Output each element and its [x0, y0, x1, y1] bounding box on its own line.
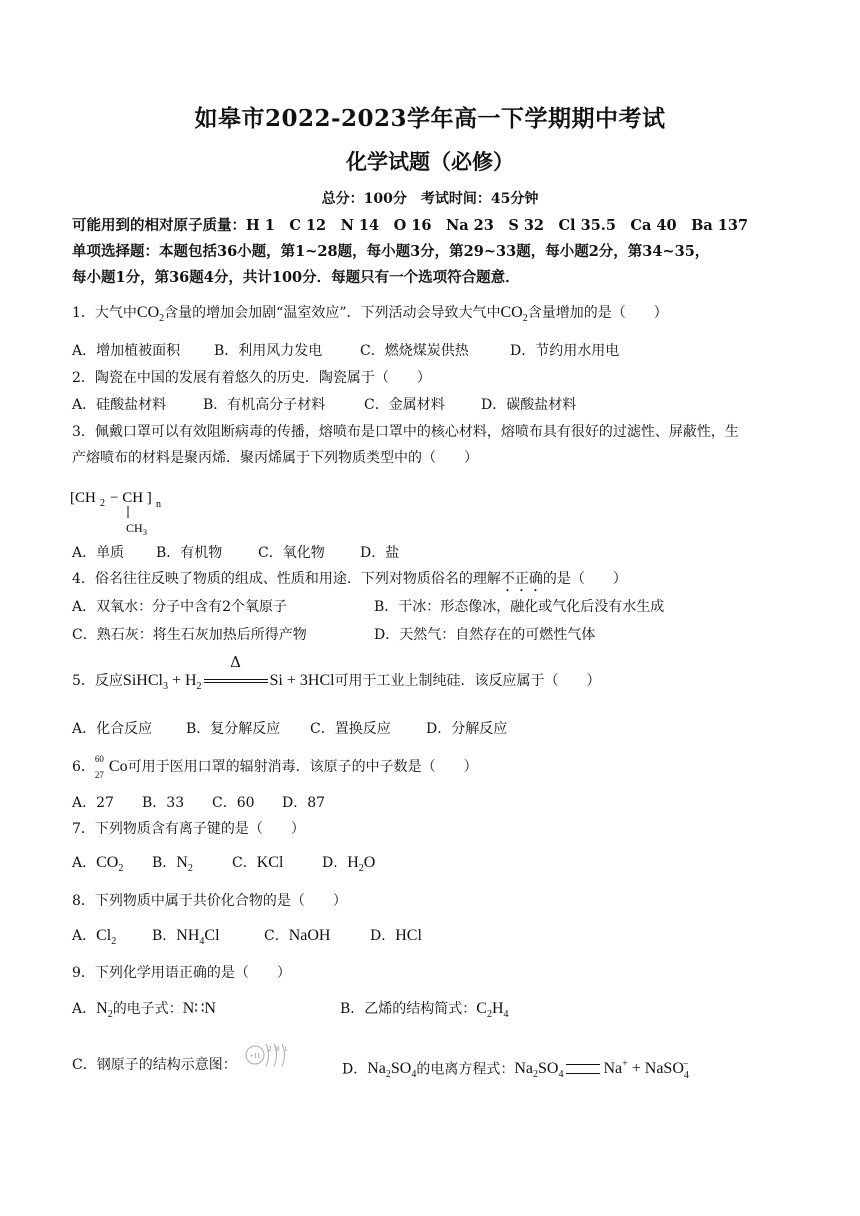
- question-3-stem-2: 产熔喷布的材料是聚丙烯．聚丙烯属于下列物质类型中的（ ）: [72, 450, 478, 466]
- svg-text:+11: +11: [249, 1052, 261, 1060]
- q6-option-a: A．27: [72, 795, 114, 811]
- q4-stem-a: 4．俗名往往反映了物质的组成、性质和用途．下列对物质俗名的理解: [72, 571, 501, 587]
- q1-option-b: B．利用风力发电: [214, 343, 323, 359]
- q7-option-b: B．$N_2$: [152, 854, 193, 875]
- svg-text:[CH: [CH: [70, 490, 96, 506]
- svg-text:1: 1: [284, 1045, 288, 1053]
- q5-option-a: A．化合反应: [72, 721, 153, 737]
- q4-emphasis: 不正确: [500, 571, 543, 587]
- svg-text:2: 2: [268, 1045, 272, 1053]
- q1-stem-a: 1．大气中: [72, 305, 137, 321]
- cobalt-60-symbol: 60 27 Co: [94, 754, 128, 780]
- question-8-stem: 8．下列物质中属于共价化合物的是（ ）: [72, 893, 347, 909]
- svg-text:− CH ]: − CH ]: [110, 490, 152, 506]
- q5-stem-b: 可用于工业上制纯硅．该反应属于（ ）: [334, 673, 601, 689]
- q2-option-c: C．金属材料: [364, 397, 445, 413]
- q9-option-b: B．乙烯的结构简式：$C_2H_4$: [340, 1000, 509, 1021]
- svg-text:n: n: [156, 499, 161, 510]
- q5-option-c: C．置换反应: [310, 721, 391, 737]
- q7-option-c: C．KCl: [232, 854, 284, 871]
- q6-stem-b: 可用于医用口罩的辐射消毒．该原子的中子数是（ ）: [127, 759, 478, 775]
- exam-title: 如皋市2022-2023学年高一下学期期中考试: [194, 105, 666, 132]
- polypropylene-structure: [70, 480, 210, 536]
- q1-stem-b: 含量的增加会加剧“温室效应”．下列活动会导致大气中: [164, 305, 501, 321]
- q7-option-d: D．$H_2O$: [322, 854, 376, 875]
- q8-option-b: B．$NH_4Cl$: [152, 927, 220, 948]
- products: Si + 3HCl: [269, 672, 335, 689]
- question-4-stem: [72, 568, 802, 595]
- svg-text:3: 3: [143, 528, 147, 536]
- q1-option-a: A．增加植被面积: [72, 343, 181, 359]
- question-2-stem: 2．陶瓷在中国的发展有着悠久的历史．陶瓷属于（ ）: [72, 370, 431, 386]
- q4-option-a: A．双氧水：分子中含有2个氧原子: [72, 599, 288, 615]
- reaction-arrow: [204, 653, 268, 689]
- question-9-stem: 9．下列化学用语正确的是（ ）: [72, 965, 291, 981]
- q9-option-a: A．$N_2$的电子式：N∷N: [72, 1000, 216, 1021]
- svg-text:2: 2: [100, 498, 105, 509]
- co2-formula: $CO_2$: [500, 304, 528, 325]
- q2-option-b: B．有机高分子材料: [203, 397, 326, 413]
- q9-option-d: D．$Na_2SO_4$的电离方程式：$Na_2SO_4$ Na+ + NaSO$_4$−: [342, 1059, 689, 1081]
- q2-option-a: A．硅酸盐材料: [72, 397, 167, 413]
- instructions-line-1: 单项选择题：本题包括36小题，第1~28题，每小题3分，第29~33题，每小题2分，第34~35，: [72, 243, 710, 260]
- q9-option-c: C．钢原子的结构示意图：: [72, 1057, 237, 1073]
- q4-option-b: B．干冰：形态像冰，融化或气化后没有水生成: [374, 599, 665, 615]
- question-1-stem: [72, 302, 802, 330]
- q5-option-b: B．复分解反应: [186, 721, 281, 737]
- svg-text:CH: CH: [126, 521, 143, 535]
- reactants: SiHCl$_3$ + $H_2$: [122, 672, 202, 693]
- exam-subtitle: 化学试题（必修）: [346, 149, 514, 174]
- q6-option-d: D．87: [282, 795, 326, 811]
- atom-structure-diagram: [244, 1038, 294, 1072]
- atomic-masses: 可能用到的相对原子质量：H 1 C 12 N 14 O 16 Na 23 S 32 Cl 35.5 Ca 40 Ba 137: [72, 217, 749, 234]
- q8-option-d: D．HCl: [370, 927, 422, 944]
- q8-option-c: C．NaOH: [264, 927, 331, 944]
- q1-option-c: C．燃烧煤炭供热: [360, 343, 469, 359]
- q2-option-d: D．碳酸盐材料: [481, 397, 577, 413]
- instructions-line-2: 每小题1分，第36题4分，共计100分．每题只有一个选项符合题意．: [72, 269, 520, 286]
- q5-option-d: D．分解反应: [426, 721, 508, 737]
- exam-meta: 总分：100分 考试时间：45分钟: [321, 191, 539, 207]
- question-7-stem: 7．下列物质含有离子键的是（ ）: [72, 821, 305, 837]
- q1-stem-c: 含量增加的是（ ）: [527, 305, 668, 321]
- q7-option-a: A．$CO_2$: [72, 854, 124, 875]
- q4-option-c: C．熟石灰：将生石灰加热后所得产物: [72, 627, 307, 643]
- q4-stem-b: 的是（ ）: [542, 571, 627, 587]
- co2-formula: $CO_2$: [136, 304, 165, 325]
- q6-option-c: C．60: [212, 795, 255, 811]
- heat-condition: Δ: [230, 653, 241, 671]
- q3-option-a: A．单质: [72, 545, 125, 561]
- q4-option-d: D．天然气：自然存在的可燃性气体: [374, 627, 596, 643]
- svg-text:8: 8: [276, 1045, 280, 1053]
- q3-option-c: C．氧化物: [258, 545, 325, 561]
- q1-option-d: D．节约用水用电: [510, 343, 620, 359]
- question-3-stem-1: 3．佩戴口罩可以有效阻断病毒的传播，熔喷布是口罩中的核心材料，熔喷布具有很好的过滤性、屏蔽性，生: [72, 424, 739, 440]
- q6-stem-a: 6．: [72, 759, 95, 775]
- question-6-stem: [72, 756, 802, 778]
- q3-option-d: D．盐: [360, 545, 400, 561]
- q8-option-a: A．$Cl_2$: [72, 927, 117, 948]
- q3-option-b: B．有机物: [156, 545, 223, 561]
- question-5-stem: [72, 653, 802, 698]
- q6-option-b: B．33: [142, 795, 185, 811]
- q5-stem-a: 5．反应: [72, 673, 123, 689]
